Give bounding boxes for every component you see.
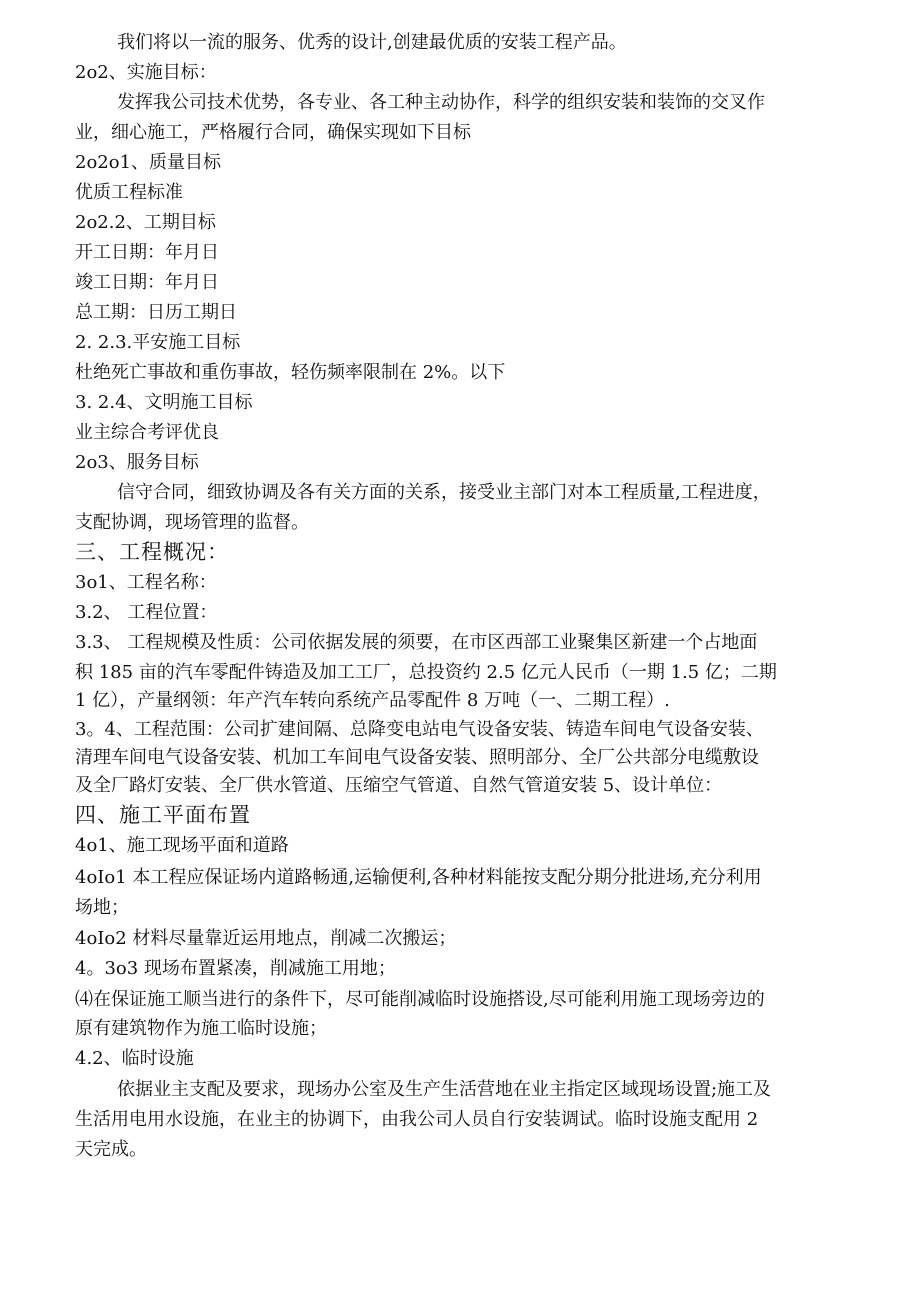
paragraph-line: 3.3、 工程规模及性质：公司依据发展的须要，在市区西部工业聚集区新建一个占地面 (75, 632, 758, 653)
paragraph-line: 杜绝死亡事故和重伤事故，轻伤频率限制在 2%。以下 (75, 362, 506, 383)
section-heading: 4.2、临时设施 (75, 1048, 194, 1069)
paragraph-line: 信守合同，细致协调及各有关方面的关系，接受业主部门对本工程质量,工程进度， (117, 482, 771, 503)
paragraph-line: 生活用电用水设施，在业主的协调下，由我公司人员自行安装调试。临时设施支配用 2 (75, 1109, 759, 1130)
section-heading: 2o2.2、工期目标 (75, 212, 216, 233)
paragraph-line: 4oIo2 材料尽量靠近运用地点，削减二次搬运； (75, 928, 457, 949)
section-heading: 3. 2.4、文明施工目标 (75, 392, 253, 413)
paragraph-line: 积 185 亩的汽车零配件铸造及加工工厂，总投资约 2.5 亿元人民币（一期 1.5 亿；二期 (75, 662, 777, 683)
section-heading: 2. 2.3.平安施工目标 (75, 332, 241, 353)
paragraph-line: 竣工日期：年月日 (75, 272, 219, 293)
paragraph-line: 发挥我公司技术优势，各专业、各工种主动协作，科学的组织安装和装饰的交叉作 (117, 92, 765, 113)
paragraph-line: 优质工程标准 (75, 182, 183, 203)
paragraph-line: 开工日期：年月日 (75, 242, 219, 263)
section-heading: 2o3、服务目标 (75, 452, 199, 473)
section-heading: 2o2、实施目标： (75, 62, 217, 83)
paragraph-line: 原有建筑物作为施工临时设施； (75, 1018, 327, 1039)
paragraph-line: 依据业主支配及要求，现场办公室及生产生活营地在业主指定区域现场设置;施工及 (117, 1079, 772, 1100)
paragraph-line: 我们将以一流的服务、优秀的设计,创建最优质的安装工程产品。 (117, 32, 627, 53)
section-heading: 2o2o1、质量目标 (75, 152, 222, 173)
paragraph-line: 1 亿），产量纲领：年产汽车转向系统产品零配件 8 万吨（一、二期工程）. (75, 690, 670, 711)
paragraph-line: 及全厂路灯安装、全厂供水管道、压缩空气管道、自然气管道安装 5、设计单位： (75, 775, 723, 796)
paragraph-line: 天完成。 (75, 1139, 147, 1160)
section-heading: 4o1、施工现场平面和道路 (75, 835, 289, 856)
paragraph-line: ⑷在保证施工顺当进行的条件下，尽可能削减临时设施搭设,尽可能利用施工现场旁边的 (75, 989, 765, 1010)
paragraph-line: 场地； (75, 897, 129, 918)
paragraph-line: 4。3o3 现场布置紧凑，削减施工用地； (75, 958, 396, 979)
chapter-heading: 三、工程概况： (75, 540, 229, 564)
paragraph-line: 支配协调，现场管理的监督。 (75, 512, 309, 533)
paragraph-line: 业，细心施工，严格履行合同，确保实现如下目标 (75, 122, 471, 143)
chapter-heading: 四、施工平面布置 (75, 803, 251, 827)
section-heading: 3.2、 工程位置： (75, 602, 218, 623)
paragraph-line: 4oIo1 本工程应保证场内道路畅通,运输便利,各种材料能按支配分期分批进场,充分利用 (75, 867, 762, 888)
paragraph-line: 业主综合考评优良 (75, 422, 219, 443)
paragraph-line: 清理车间电气设备安装、机加工车间电气设备安装、照明部分、全厂公共部分电缆敷设 (75, 747, 759, 768)
section-heading: 3o1、工程名称： (75, 572, 217, 593)
paragraph-line: 总工期：日历工期日 (75, 302, 237, 323)
paragraph-line: 3。4、工程范围：公司扩建间隔、总降变电站电气设备安装、铸造车间电气设备安装、 (75, 719, 764, 740)
